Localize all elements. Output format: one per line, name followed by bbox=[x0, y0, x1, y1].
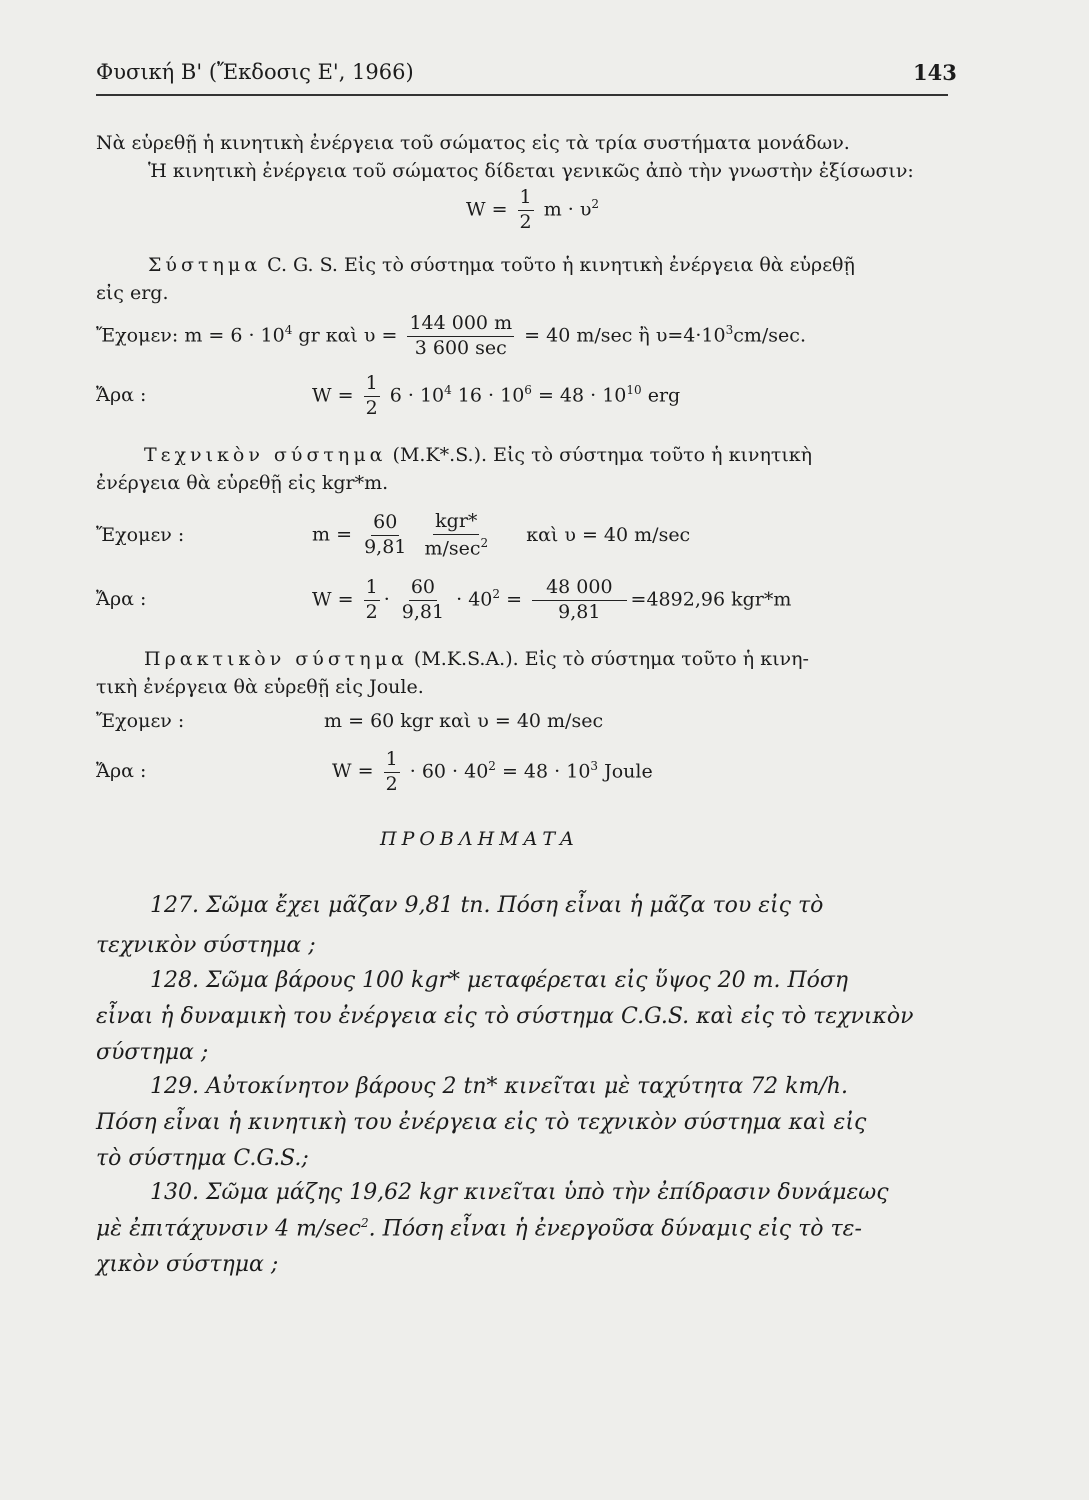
so-label: Ἄρα : bbox=[96, 760, 147, 783]
exp: 4 bbox=[284, 323, 293, 338]
tech-result-line: Ἄρα : W = $\frac{1}{2}$ · $\frac{60}{9,81}$ · $40^2$ = $\frac{48 000}{9,81}$ =4892,96 kgr*m bbox=[96, 576, 792, 623]
cgs-heading bbox=[96, 254, 855, 276]
problem-130-text-a: μὲ ἐπιτάχυνσιν 4 m/sec bbox=[96, 1216, 361, 1242]
so-label: Ἄρα : bbox=[96, 588, 147, 611]
frac-num: 144 000 m bbox=[407, 314, 514, 337]
frac-num: 1 bbox=[364, 578, 380, 601]
problem-127-line-1: 127. Σῶμα ἔχει μᾶζαν 9,81 tn. Πόση εἶναι ἡ μᾶζα του εἰς τὸ bbox=[150, 893, 824, 918]
w-term: · 40 bbox=[456, 588, 493, 611]
mass-eq: m = 6 · 10 bbox=[184, 324, 285, 347]
frac-den: 3 600 sec bbox=[414, 336, 507, 359]
unit-den-text: m/sec bbox=[424, 537, 481, 560]
problem-127-line-2: τεχνικὸν σύστημα ; bbox=[96, 933, 316, 958]
problem-130-line-1: 130. Σῶμα μάζης 19,62 kgr κινεῖται ὑπὸ τὴν ἐπίδρασιν δυνάμεως bbox=[150, 1180, 889, 1205]
velocity-unit: cm/sec. bbox=[733, 324, 806, 347]
frac-num: 60 bbox=[409, 578, 437, 601]
cgs-have-line bbox=[96, 314, 806, 359]
mass-tail: gr καὶ υ = bbox=[298, 324, 398, 347]
problem-129-line-2: Πόση εἶναι ἡ κινητικὴ του ἐνέργεια εἰς τὸ τεχνικὸν σύστημα καὶ εἰς bbox=[96, 1110, 867, 1135]
formula-lhs: W = bbox=[466, 198, 508, 221]
cgs-text-2: εἰς erg. bbox=[96, 282, 169, 304]
practical-result-line bbox=[96, 750, 653, 795]
exp: 2 bbox=[480, 535, 489, 550]
frac-num: 48 000 bbox=[532, 578, 626, 601]
exp: 4 bbox=[444, 383, 452, 398]
w-lhs: W = bbox=[332, 760, 374, 783]
exp: 3 bbox=[725, 323, 734, 338]
w-lhs: W = bbox=[312, 588, 354, 611]
practical-heading bbox=[96, 648, 809, 670]
cgs-title: Σύστημα bbox=[148, 254, 262, 276]
w-term-1: 6 · 10 bbox=[389, 384, 445, 407]
tech-title: Τεχνικὸν σύστημα bbox=[144, 444, 387, 466]
mass-lhs: m = bbox=[312, 523, 353, 546]
tech-have-line bbox=[96, 512, 690, 559]
frac-num: 60 bbox=[371, 513, 399, 536]
formula-fraction bbox=[518, 188, 534, 233]
w-lhs: W = bbox=[312, 384, 354, 407]
running-header: Φυσική Β' (Ἔκδοσις Ε', 1966) bbox=[96, 60, 414, 84]
unit-fraction bbox=[422, 512, 490, 559]
practical-text-2: τικὴ ἐνέργεια θὰ εὑρεθῇ εἰς Joule. bbox=[96, 676, 424, 698]
practical-have-line bbox=[96, 710, 603, 732]
practical-title: Πρακτικὸν σύστημα bbox=[144, 648, 408, 670]
problem-129-line-3: τὸ σύστημα C.G.S.; bbox=[96, 1146, 309, 1171]
mass-fraction bbox=[400, 578, 446, 623]
frac-den: 9,81 bbox=[401, 600, 445, 623]
page-number: 143 bbox=[913, 60, 957, 85]
frac-den bbox=[422, 535, 490, 559]
result-fraction bbox=[532, 578, 626, 623]
cgs-text: Εἰς τὸ σύστημα τοῦτο ἡ κινητικὴ ἐνέργεια θὰ εὑρεθῇ bbox=[344, 254, 855, 276]
w-result: =4892,96 kgr*m bbox=[630, 588, 792, 611]
have-label: Ἔχομεν : bbox=[96, 523, 185, 546]
so-label: Ἄρα : bbox=[96, 384, 147, 407]
velocity-fraction bbox=[407, 314, 514, 359]
w-term-1: · 60 · 40 bbox=[409, 760, 489, 783]
frac-den: 2 bbox=[519, 210, 532, 233]
tech-system: (M.K*.S.). bbox=[392, 444, 488, 466]
exp: 2 bbox=[361, 1216, 369, 1230]
exp: 2 bbox=[488, 759, 496, 774]
practical-text: Εἰς τὸ σύστημα τοῦτο ἡ κινη- bbox=[524, 648, 809, 670]
half-fraction bbox=[364, 374, 380, 419]
w-unit: erg bbox=[641, 384, 681, 407]
w-term-2: = 48 · 10 bbox=[495, 760, 591, 783]
cgs-result-line bbox=[96, 374, 680, 419]
exp: 10 bbox=[626, 383, 642, 398]
problem-128-line-3: σύστημα ; bbox=[96, 1040, 209, 1065]
problem-130-line-3: χικὸν σύστημα ; bbox=[96, 1252, 279, 1277]
frac-den: 9,81 bbox=[364, 536, 407, 559]
velocity-eq: καὶ υ = 40 m/sec bbox=[526, 523, 691, 546]
problem-129-line-1: 129. Αὐτοκίνητον βάρους 2 tn* κινεῖται μὲ ταχύτητα 72 km/h. bbox=[150, 1074, 848, 1099]
problem-130-line-2 bbox=[96, 1216, 862, 1241]
frac-den: 2 bbox=[365, 396, 378, 419]
cgs-system: C. G. S. bbox=[267, 254, 338, 276]
formula-rhs: m · υ bbox=[543, 198, 592, 221]
frac-den: 9,81 bbox=[558, 600, 601, 623]
have-label: Ἔχομεν: bbox=[96, 324, 179, 347]
practical-system: (M.K.S.A.). bbox=[413, 648, 519, 670]
w-term-3: = 48 · 10 bbox=[531, 384, 627, 407]
mass-velocity-eq: m = 60 kgr καὶ υ = 40 m/sec bbox=[324, 710, 604, 732]
frac-den: 2 bbox=[365, 600, 378, 623]
tech-text-2: ἐνέργεια θὰ εὑρεθῇ εἰς kgr*m. bbox=[96, 472, 389, 494]
tech-heading bbox=[96, 444, 812, 466]
frac-den: 2 bbox=[385, 772, 398, 795]
exp: 2 bbox=[492, 587, 501, 602]
velocity-result: = 40 m/sec ἢ υ=4·10 bbox=[524, 324, 726, 347]
problem-130-text-b: . Πόση εἶναι ἡ ἐνεργοῦσα δύναμις εἰς τὸ τε- bbox=[368, 1216, 862, 1242]
frac-num: kgr* bbox=[433, 512, 479, 535]
formula-general bbox=[466, 188, 599, 233]
w-term-2: 16 · 10 bbox=[451, 384, 525, 407]
half-fraction bbox=[384, 750, 400, 795]
exp: 6 bbox=[524, 383, 532, 398]
problem-128-line-2: εἶναι ἡ δυναμικὴ του ἐνέργεια εἰς τὸ σύστημα C.G.S. καὶ εἰς τὸ τεχνικὸν bbox=[96, 1004, 914, 1029]
w-unit: Joule bbox=[598, 760, 653, 783]
w-eq: = bbox=[506, 588, 523, 611]
intro-line-1: Νὰ εὑρεθῇ ἡ κινητικὴ ἐνέργεια τοῦ σώματος εἰς τὰ τρία συστήματα μονάδων. bbox=[96, 132, 850, 154]
tech-text: Εἰς τὸ σύστημα τοῦτο ἡ κινητικὴ bbox=[493, 444, 813, 466]
exp: 2 bbox=[591, 197, 600, 212]
frac-num: 1 bbox=[518, 188, 534, 211]
problems-heading: ΠΡΟΒΛΗΜΑΤΑ bbox=[380, 828, 579, 850]
problem-128-line-1: 128. Σῶμα βάρους 100 kgr* μεταφέρεται εἰς ὕψος 20 m. Πόση bbox=[150, 968, 849, 993]
half-fraction bbox=[364, 578, 380, 623]
intro-line-2: Ἡ κινητικὴ ἐνέργεια τοῦ σώματος δίδεται γενικῶς ἀπὸ τὴν γνωστὴν ἐξίσωσιν: bbox=[148, 160, 914, 182]
header-rule bbox=[96, 94, 948, 96]
frac-num: 1 bbox=[384, 750, 400, 773]
have-label: Ἔχομεν : bbox=[96, 710, 185, 732]
frac-num: 1 bbox=[364, 374, 380, 397]
mass-fraction bbox=[362, 513, 408, 558]
exp: 3 bbox=[590, 759, 599, 774]
